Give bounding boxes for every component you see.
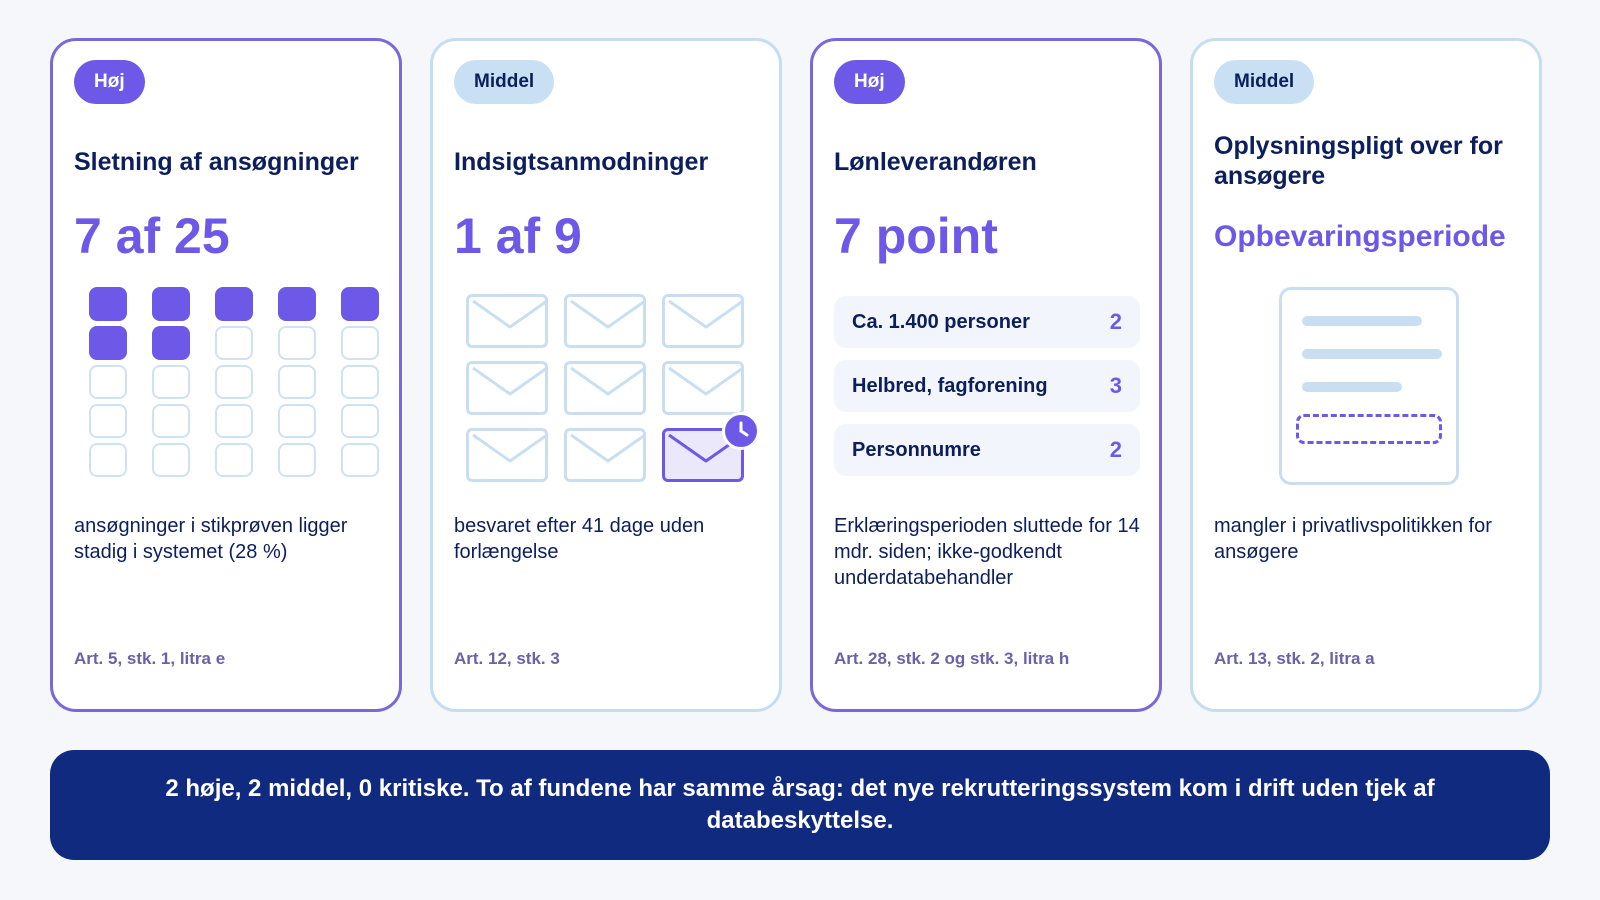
- empty-square: [152, 443, 190, 477]
- envelope-icon: [564, 294, 646, 348]
- stat-row: [834, 360, 1140, 412]
- filled-square: [89, 326, 127, 360]
- envelope-icon: [466, 428, 548, 482]
- severity-badge: Høj: [74, 60, 145, 104]
- headline-metric: 7 point: [834, 208, 998, 264]
- card-description: Erklæringsperioden sluttede for 14 mdr. siden; ikke-godkendt underdatabehandler: [834, 515, 1140, 589]
- legal-reference: Art. 5, stk. 1, litra e: [74, 649, 226, 668]
- finding-card-access-requests: [430, 38, 782, 712]
- card-description: mangler i privatlivspolitikken for ansøgere: [1214, 515, 1492, 563]
- stat-label: Ca. 1.400 personer: [852, 311, 1030, 333]
- headline-metric: Opbevaringsperiode: [1214, 220, 1506, 253]
- empty-square: [89, 365, 127, 399]
- card-title: Oplysningspligt over for ansøgere: [1214, 132, 1503, 190]
- filled-square: [278, 287, 316, 321]
- stat-value: 2: [1109, 437, 1122, 462]
- severity-badge: Høj: [834, 60, 905, 104]
- stat-value: 3: [1109, 373, 1122, 398]
- empty-square: [152, 365, 190, 399]
- empty-square: [89, 404, 127, 438]
- envelope-icon: [466, 294, 548, 348]
- severity-badge: Middel: [1214, 60, 1314, 104]
- finding-card-deletion: [50, 38, 402, 712]
- missing-section-placeholder: [1296, 414, 1442, 444]
- card-title: Indsigtsanmodninger: [454, 148, 709, 176]
- empty-square: [89, 443, 127, 477]
- filled-square: [89, 287, 127, 321]
- card-title: Lønleverandøren: [834, 148, 1037, 176]
- severity-badge: Middel: [454, 60, 554, 104]
- empty-square: [215, 443, 253, 477]
- legal-reference: Art. 13, stk. 2, litra a: [1214, 649, 1375, 668]
- headline-metric: 7 af 25: [74, 208, 230, 264]
- stat-label: Helbred, fagforening: [852, 375, 1048, 397]
- clock-icon: [722, 412, 760, 450]
- empty-square: [341, 365, 379, 399]
- stat-row: [834, 424, 1140, 476]
- filled-square: [215, 287, 253, 321]
- empty-square: [215, 404, 253, 438]
- envelope-icon: [564, 428, 646, 482]
- empty-square: [341, 326, 379, 360]
- envelope-icon: [466, 361, 548, 415]
- card-description: besvaret efter 41 dage uden forlængelse: [454, 515, 705, 563]
- filled-square: [341, 287, 379, 321]
- sample-grid: [89, 287, 389, 483]
- filled-square: [152, 326, 190, 360]
- empty-square: [278, 326, 316, 360]
- envelope-icon: [662, 361, 744, 415]
- finding-card-payroll-vendor: [810, 38, 1162, 712]
- empty-square: [341, 443, 379, 477]
- legal-reference: Art. 28, stk. 2 og stk. 3, litra h: [834, 649, 1070, 668]
- empty-square: [278, 365, 316, 399]
- empty-square: [215, 326, 253, 360]
- stat-label: Personnumre: [852, 439, 981, 461]
- empty-square: [152, 404, 190, 438]
- empty-square: [341, 404, 379, 438]
- card-title: Sletning af ansøgninger: [74, 148, 359, 176]
- envelope-icon: [564, 361, 646, 415]
- finding-card-information-duty: [1190, 38, 1542, 712]
- filled-square: [152, 287, 190, 321]
- summary-banner: [50, 750, 1550, 860]
- empty-square: [278, 404, 316, 438]
- empty-square: [278, 443, 316, 477]
- stat-row: [834, 296, 1140, 348]
- card-description: ansøgninger i stikprøven ligger stadig i systemet (28 %): [74, 515, 348, 563]
- summary-text: 2 høje, 2 middel, 0 kritiske. To af fundene har samme årsag: det nye rekrutteringssystem kom i drift uden tjek af databeskyttelse.: [165, 775, 1435, 834]
- document-icon: [1279, 287, 1459, 485]
- empty-square: [215, 365, 253, 399]
- stat-value: 2: [1109, 309, 1122, 334]
- headline-metric: 1 af 9: [454, 208, 582, 264]
- envelope-icon: [662, 294, 744, 348]
- legal-reference: Art. 12, stk. 3: [454, 649, 560, 668]
